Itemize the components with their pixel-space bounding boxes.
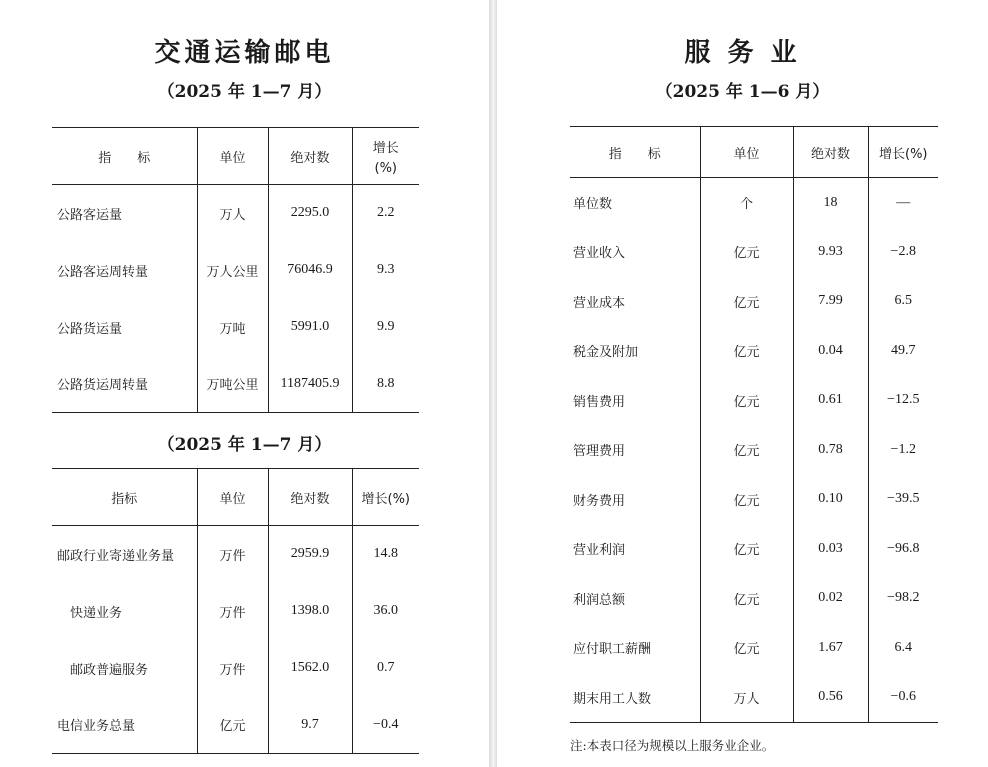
table-row bbox=[52, 640, 419, 697]
table-row bbox=[570, 277, 938, 327]
services-table bbox=[570, 126, 938, 723]
row-growth: −12.5 bbox=[868, 376, 938, 426]
row-growth: −1.2 bbox=[868, 425, 938, 475]
table-header-row bbox=[52, 469, 419, 526]
row-name: 税金及附加 bbox=[573, 345, 639, 361]
row-value: 7.99 bbox=[793, 277, 868, 327]
row-growth: 9.3 bbox=[352, 242, 419, 299]
table-header-row bbox=[570, 127, 938, 178]
header-growth-line2: (%) bbox=[374, 160, 397, 176]
table-row bbox=[570, 178, 938, 228]
row-unit: 万人 bbox=[197, 185, 268, 242]
row-value: 9.93 bbox=[793, 227, 868, 277]
postal-table bbox=[52, 468, 419, 754]
row-unit: 亿元 bbox=[700, 277, 793, 327]
row-name: 财务费用 bbox=[573, 493, 626, 509]
row-growth: 49.7 bbox=[868, 326, 938, 376]
row-value: 0.03 bbox=[793, 524, 868, 574]
table-row bbox=[570, 227, 938, 277]
row-name: 公路货运周转量 bbox=[57, 378, 149, 394]
table-row bbox=[52, 526, 419, 583]
row-value: 76046.9 bbox=[268, 242, 352, 299]
table-row bbox=[570, 623, 938, 673]
table-row bbox=[52, 356, 419, 413]
header-value: 绝对数 bbox=[268, 128, 352, 185]
row-growth: 8.8 bbox=[352, 356, 419, 413]
row-growth: 14.8 bbox=[352, 526, 419, 583]
table-row bbox=[570, 376, 938, 426]
row-name: 营业收入 bbox=[573, 246, 626, 262]
table-row bbox=[570, 574, 938, 624]
table-row bbox=[52, 583, 419, 640]
page-title: 交通运输邮电 bbox=[154, 38, 335, 68]
table-row bbox=[52, 697, 419, 754]
table3-period: （2025 年 1—6 月） bbox=[655, 82, 830, 102]
row-unit: 亿元 bbox=[700, 623, 793, 673]
row-unit: 亿元 bbox=[700, 376, 793, 426]
row-name: 快递业务 bbox=[70, 605, 123, 621]
left-page bbox=[0, 0, 489, 767]
row-growth: 36.0 bbox=[352, 583, 419, 640]
row-growth: −98.2 bbox=[868, 574, 938, 624]
row-unit: 万件 bbox=[197, 583, 268, 640]
row-growth: −2.8 bbox=[868, 227, 938, 277]
row-unit: 亿元 bbox=[700, 524, 793, 574]
table-row bbox=[570, 524, 938, 574]
header-value: 绝对数 bbox=[268, 469, 352, 526]
row-name: 单位数 bbox=[573, 197, 613, 212]
row-value: 0.10 bbox=[793, 475, 868, 525]
header-growth: 增长(%) bbox=[868, 127, 938, 178]
row-growth: −0.6 bbox=[868, 673, 938, 723]
page-gutter bbox=[489, 0, 497, 767]
table-row bbox=[570, 475, 938, 525]
header-growth: 增长(%) bbox=[352, 469, 419, 526]
row-growth: 6.5 bbox=[868, 277, 938, 327]
row-unit: 万人公里 bbox=[197, 242, 268, 299]
row-value: 1.67 bbox=[793, 623, 868, 673]
table-row bbox=[570, 425, 938, 475]
row-name: 公路货运量 bbox=[57, 321, 123, 337]
table2-period: （2025 年 1—7 月） bbox=[157, 435, 332, 455]
row-value: 1562.0 bbox=[268, 640, 352, 697]
row-value: 0.61 bbox=[793, 376, 868, 426]
row-value: 2295.0 bbox=[268, 185, 352, 242]
row-unit: 亿元 bbox=[700, 227, 793, 277]
row-growth: 2.2 bbox=[352, 185, 419, 242]
header-unit: 单位 bbox=[700, 127, 793, 178]
row-unit: 亿元 bbox=[700, 425, 793, 475]
row-name: 营业利润 bbox=[573, 543, 626, 559]
row-value: 2959.9 bbox=[268, 526, 352, 583]
row-name: 应付职工薪酬 bbox=[573, 642, 652, 658]
table-row bbox=[52, 299, 419, 356]
header-value: 绝对数 bbox=[793, 127, 868, 178]
header-unit: 单位 bbox=[197, 469, 268, 526]
page-title: 服 务 业 bbox=[684, 38, 801, 68]
row-unit: 亿元 bbox=[197, 697, 268, 754]
row-name: 公路客运周转量 bbox=[57, 264, 149, 280]
row-unit: 亿元 bbox=[700, 574, 793, 624]
row-value: 1187405.9 bbox=[268, 356, 352, 413]
row-name: 公路客运量 bbox=[57, 207, 123, 223]
table-row bbox=[52, 242, 419, 299]
header-unit: 单位 bbox=[197, 128, 268, 185]
table-row bbox=[570, 673, 938, 723]
header-indicator: 指 标 bbox=[570, 127, 700, 178]
row-growth: 6.4 bbox=[868, 623, 938, 673]
row-value: 5991.0 bbox=[268, 299, 352, 356]
row-unit: 亿元 bbox=[700, 475, 793, 525]
row-unit: 万人 bbox=[700, 673, 793, 723]
row-unit: 个 bbox=[700, 178, 793, 228]
header-growth bbox=[352, 128, 419, 185]
row-value: 18 bbox=[793, 178, 868, 228]
row-growth: −0.4 bbox=[352, 697, 419, 754]
row-unit: 亿元 bbox=[700, 326, 793, 376]
row-value: 0.04 bbox=[793, 326, 868, 376]
table-row bbox=[570, 326, 938, 376]
row-unit: 万件 bbox=[197, 526, 268, 583]
row-value: 9.7 bbox=[268, 697, 352, 754]
row-name: 利润总额 bbox=[573, 592, 626, 608]
row-value: 0.78 bbox=[793, 425, 868, 475]
row-growth: −39.5 bbox=[868, 475, 938, 525]
row-name: 销售费用 bbox=[573, 394, 626, 410]
table-row bbox=[52, 185, 419, 242]
row-name: 邮政行业寄递业务量 bbox=[57, 548, 175, 564]
header-indicator: 指标 bbox=[52, 469, 197, 526]
transport-table bbox=[52, 127, 419, 413]
row-growth: −96.8 bbox=[868, 524, 938, 574]
row-growth: 0.7 bbox=[352, 640, 419, 697]
row-name: 邮政普遍服务 bbox=[70, 662, 149, 678]
table-header-row bbox=[52, 128, 419, 185]
row-name: 期末用工人数 bbox=[573, 691, 652, 707]
row-growth: — bbox=[868, 178, 938, 228]
row-growth: 9.9 bbox=[352, 299, 419, 356]
row-value: 1398.0 bbox=[268, 583, 352, 640]
row-name: 管理费用 bbox=[573, 444, 626, 460]
header-growth-line1: 增长 bbox=[372, 140, 399, 156]
table-note: 注:本表口径为规模以上服务业企业。 bbox=[570, 738, 775, 753]
row-unit: 万吨 bbox=[197, 299, 268, 356]
row-value: 0.02 bbox=[793, 574, 868, 624]
row-unit: 万吨公里 bbox=[197, 356, 268, 413]
row-name: 营业成本 bbox=[573, 295, 626, 311]
row-unit: 万件 bbox=[197, 640, 268, 697]
row-name: 电信业务总量 bbox=[57, 719, 136, 735]
table1-period: （2025 年 1—7 月） bbox=[157, 82, 332, 102]
header-indicator: 指 标 bbox=[52, 128, 197, 185]
row-value: 0.56 bbox=[793, 673, 868, 723]
right-page bbox=[497, 0, 988, 767]
